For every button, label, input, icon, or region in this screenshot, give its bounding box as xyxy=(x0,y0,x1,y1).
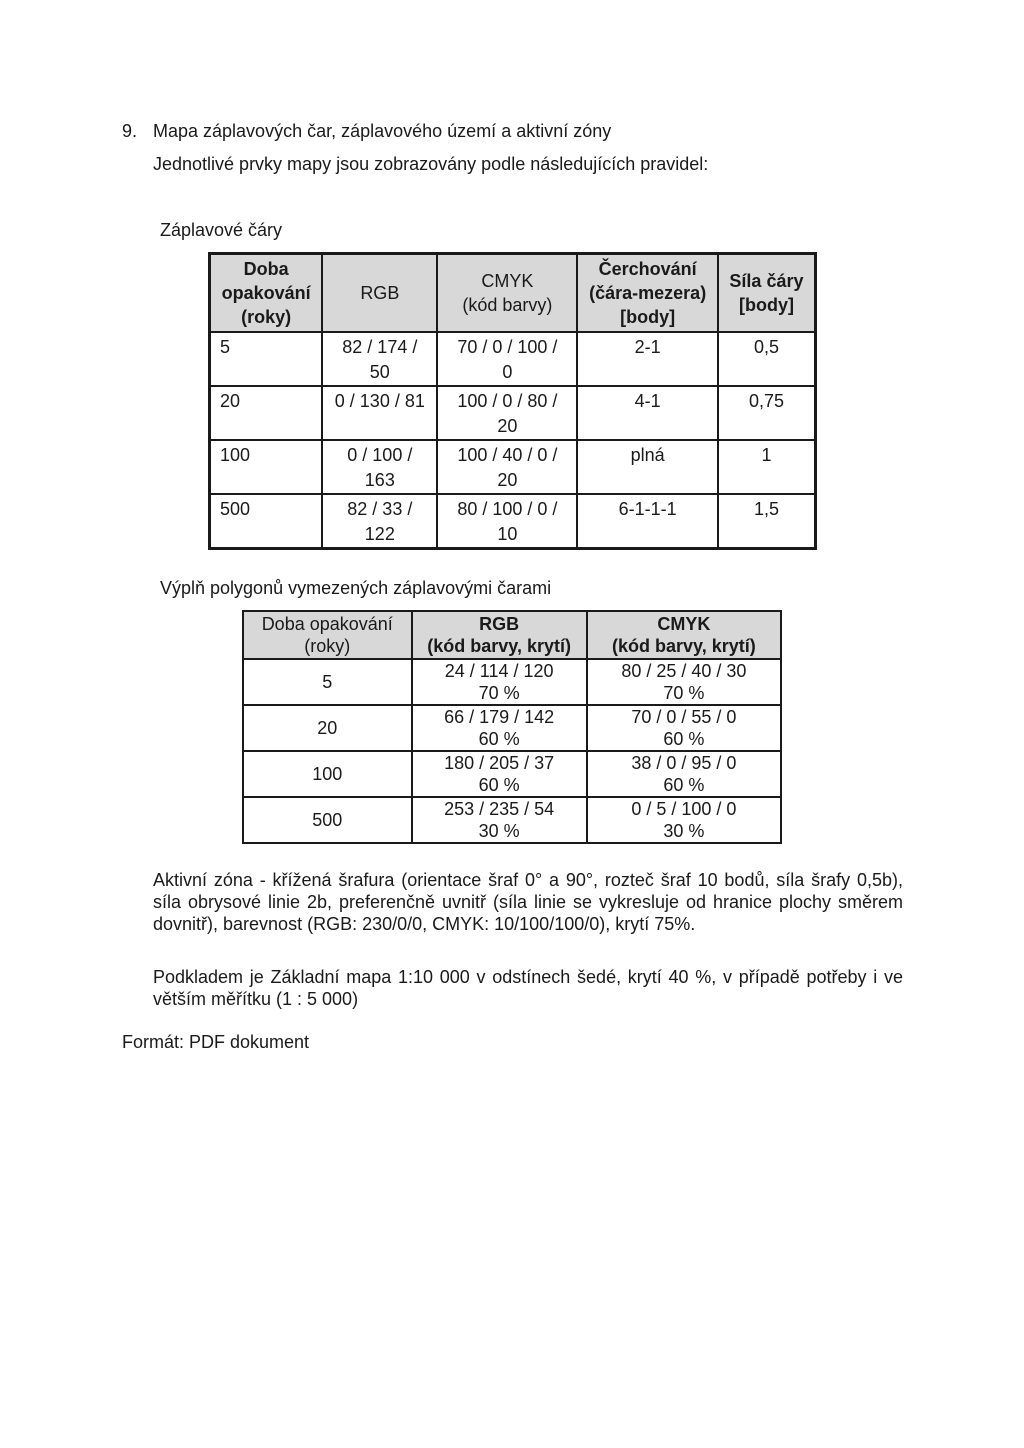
table-row xyxy=(210,332,816,386)
cell-line: opakování xyxy=(221,283,311,303)
table-cell xyxy=(587,797,781,843)
table-row xyxy=(210,440,816,494)
cell-line: Síla čáry xyxy=(729,271,804,291)
cell-line: 122 xyxy=(364,524,395,544)
table-cell xyxy=(412,797,587,843)
table-cell xyxy=(412,659,587,705)
table-cell xyxy=(243,705,412,751)
cell-line: 82 / 174 / xyxy=(342,337,418,357)
cell-line: 180 / 205 / 37 xyxy=(444,753,555,773)
cell-line: 80 / 100 / 0 / xyxy=(457,499,558,519)
table-cell xyxy=(577,332,718,386)
table-cell xyxy=(718,494,816,549)
table-cell xyxy=(587,659,781,705)
cell-line: 80 / 25 / 40 / 30 xyxy=(621,661,747,681)
table-cell xyxy=(577,386,718,440)
flood-lines-table xyxy=(208,252,817,550)
cell-line: Čerchování xyxy=(598,259,697,279)
cell-line: 0 / 5 / 100 / 0 xyxy=(631,799,737,819)
section-number: 9. xyxy=(122,121,138,141)
cell-line: 70 % xyxy=(663,683,705,703)
table-cell xyxy=(718,440,816,494)
cell-line: 20 xyxy=(497,416,518,436)
cell-line: Doba xyxy=(243,259,289,279)
table-row xyxy=(243,659,781,705)
cell-line: RGB xyxy=(479,614,520,634)
cell-line: RGB xyxy=(360,283,400,303)
base-map-paragraph: Podkladem je Základní mapa 1:10 000 v odstínech šedé, krytí 40 %, v případě potřeby i ve větším měřítku (1 : 5 000) xyxy=(153,967,903,1009)
table-cell xyxy=(210,494,323,549)
cell-line: 60 % xyxy=(663,775,705,795)
table-cell xyxy=(437,440,577,494)
cell-line: 100 xyxy=(220,445,251,465)
cell-line: 70 / 0 / 55 / 0 xyxy=(631,707,737,727)
table-row xyxy=(210,494,816,549)
cell-line: 100 / 0 / 80 / xyxy=(457,391,558,411)
cell-line: 60 % xyxy=(663,729,705,749)
cell-line: 70 / 0 / 100 / xyxy=(457,337,558,357)
cell-line: 5 xyxy=(220,337,231,357)
cell-line: 4-1 xyxy=(634,391,661,411)
cell-line: 0 / 130 / 81 xyxy=(334,391,425,411)
cell-line: 50 xyxy=(369,362,390,382)
table-cell xyxy=(577,440,718,494)
cell-line: 0,75 xyxy=(748,391,784,411)
cell-line: 0,5 xyxy=(753,337,779,357)
cell-line: plná xyxy=(630,445,665,465)
cell-line: 163 xyxy=(364,470,395,490)
cell-line: 66 / 179 / 142 xyxy=(444,707,555,727)
table-cell xyxy=(718,386,816,440)
table2-header-row xyxy=(243,611,781,659)
t2-header-cell xyxy=(243,611,412,659)
t1-header-cell xyxy=(210,254,323,333)
cell-line: 5 xyxy=(322,672,333,692)
table-cell xyxy=(587,751,781,797)
cell-line: [body] xyxy=(738,295,794,315)
cell-line: 30 % xyxy=(663,821,705,841)
section-intro: Jednotlivé prvky mapy jsou zobrazovány podle následujících pravidel: xyxy=(153,154,709,174)
table-row xyxy=(243,705,781,751)
cell-line: 20 xyxy=(220,391,241,411)
cell-line: 30 % xyxy=(478,821,520,841)
cell-line: (roky) xyxy=(241,307,292,327)
cell-line: 0 / 100 / xyxy=(347,445,413,465)
polygon-fill-table xyxy=(242,610,782,844)
cell-line: (kód barvy) xyxy=(462,295,553,315)
cell-line: Doba opakování xyxy=(261,614,393,634)
cell-line: (kód barvy, krytí) xyxy=(427,636,571,656)
table-cell xyxy=(437,332,577,386)
cell-line: [body] xyxy=(620,307,676,327)
cell-line: (čára-mezera) xyxy=(589,283,707,303)
cell-line: 100 xyxy=(312,764,343,784)
table1-caption: Záplavové čáry xyxy=(160,220,283,240)
cell-line: 500 xyxy=(220,499,251,519)
table2-caption: Výplň polygonů vymezených záplavovými čarami xyxy=(160,578,552,598)
table-cell xyxy=(577,494,718,549)
cell-line: 20 xyxy=(317,718,338,738)
cell-line: 70 % xyxy=(478,683,520,703)
table-cell xyxy=(322,494,437,549)
t2-header-cell xyxy=(412,611,587,659)
cell-line: 100 / 40 / 0 / xyxy=(457,445,558,465)
cell-line: (roky) xyxy=(304,636,351,656)
cell-line: CMYK xyxy=(657,614,711,634)
t1-header-cell xyxy=(718,254,816,333)
cell-line: 253 / 235 / 54 xyxy=(444,799,555,819)
cell-line: 1 xyxy=(761,445,772,465)
cell-line: 60 % xyxy=(478,729,520,749)
cell-line: 60 % xyxy=(478,775,520,795)
table-cell xyxy=(412,751,587,797)
cell-line: 1,5 xyxy=(753,499,779,519)
cell-line: 38 / 0 / 95 / 0 xyxy=(631,753,737,773)
table-cell xyxy=(322,332,437,386)
cell-line: 2-1 xyxy=(634,337,661,357)
cell-line: 10 xyxy=(497,524,518,544)
table1-header-row xyxy=(210,254,816,333)
cell-line: 20 xyxy=(497,470,518,490)
table-cell xyxy=(322,386,437,440)
table-cell xyxy=(210,440,323,494)
cell-line: (kód barvy, krytí) xyxy=(612,636,756,656)
table-cell xyxy=(210,332,323,386)
table-cell xyxy=(243,751,412,797)
t1-header-cell xyxy=(577,254,718,333)
table-cell xyxy=(437,494,577,549)
cell-line: 0 xyxy=(502,362,513,382)
section-title: Mapa záplavových čar, záplavového území a aktivní zóny xyxy=(153,121,612,141)
table-cell xyxy=(243,797,412,843)
table-cell xyxy=(210,386,323,440)
t1-header-cell xyxy=(322,254,437,333)
table-row xyxy=(243,751,781,797)
active-zone-paragraph: Aktivní zóna - křížená šrafura (orientace šraf 0° a 90°, rozteč šraf 10 bodů, síla šrafy 0,5b), síla obrysové linie 2b, preferenčně uvnitř (síla linie se vykresluje od hranice plochy směrem dovnitř), barevnost (RGB: 230/0/0, CMYK: 10/100/100/0), krytí 75%. xyxy=(153,870,903,934)
table-row xyxy=(243,797,781,843)
cell-line: 500 xyxy=(312,810,343,830)
table-cell xyxy=(587,705,781,751)
table-cell xyxy=(718,332,816,386)
table-cell xyxy=(412,705,587,751)
cell-line: 6-1-1-1 xyxy=(618,499,677,519)
table-cell xyxy=(437,386,577,440)
t2-header-cell xyxy=(587,611,781,659)
table-row xyxy=(210,386,816,440)
cell-line: CMYK xyxy=(481,271,534,291)
format-line: Formát: PDF dokument xyxy=(122,1032,310,1052)
t1-header-cell xyxy=(437,254,577,333)
cell-line: 82 / 33 / xyxy=(347,499,413,519)
table-cell xyxy=(243,659,412,705)
cell-line: 24 / 114 / 120 xyxy=(444,661,554,681)
table-cell xyxy=(322,440,437,494)
